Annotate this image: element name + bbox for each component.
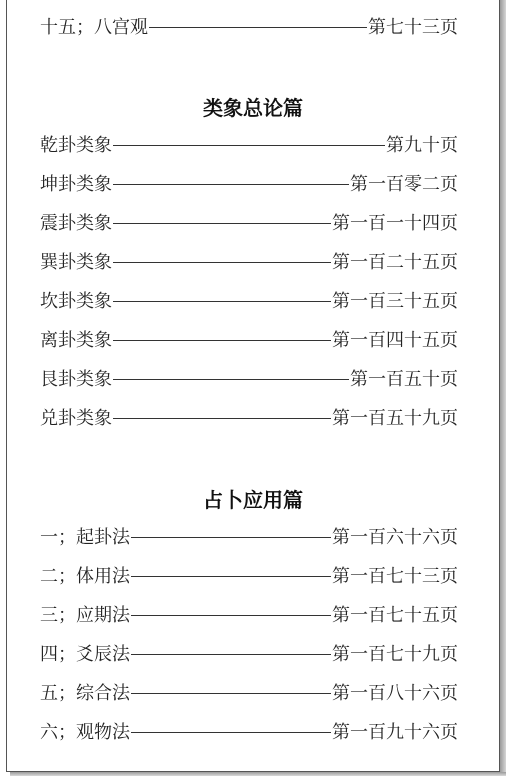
toc-entry-label: 三；应期法 [40,605,130,626]
toc-leader-line [113,223,331,224]
toc-entry [40,601,458,627]
toc-entry-label: 离卦类象 [40,330,112,351]
toc-entry-page: 第一百零二页 [350,174,458,195]
toc-leader-line [131,654,331,655]
toc-entry [40,248,458,274]
toc-entry-label: 乾卦类象 [40,135,112,156]
toc-entry [40,365,458,391]
toc-leader-line [131,537,331,538]
toc-entry-label: 一；起卦法 [40,527,130,548]
toc-entry-label: 五；综合法 [40,683,130,704]
toc-entry-label: 二；体用法 [40,566,130,587]
toc-entry-top [40,13,458,39]
toc-entry [40,326,458,352]
toc-leader-line [131,576,331,577]
toc-leader-line [131,615,331,616]
toc-entry-page: 第九十页 [386,135,458,156]
toc-entry-page: 第一百九十六页 [332,722,458,743]
toc-entry [40,640,458,666]
toc-leader-line [113,340,331,341]
toc-leader-line [113,301,331,302]
toc-entry [40,404,458,430]
toc-entry [40,131,458,157]
toc-entry-page: 第一百七十五页 [332,605,458,626]
toc-entry-page: 第一百三十五页 [332,291,458,312]
toc-entry-label: 艮卦类象 [40,369,112,390]
toc-leader-line [113,418,331,419]
toc-leader-line [149,27,367,28]
toc-leader-line [131,693,331,694]
toc-entry-page: 第一百八十六页 [332,683,458,704]
toc-entry-page: 第一百七十九页 [332,644,458,665]
section-heading-leixiang: 类象总论篇 [203,96,303,120]
toc-entry-label: 兑卦类象 [40,408,112,429]
toc-entry-page: 第一百五十九页 [332,408,458,429]
toc-entry [40,523,458,549]
toc-entry-label: 十五；八宫观 [40,17,148,38]
toc-entry-page: 第一百七十三页 [332,566,458,587]
toc-entry-label: 坎卦类象 [40,291,112,312]
toc-leader-line [131,732,331,733]
toc-entry-label: 坤卦类象 [40,174,112,195]
page-shadow-bottom [10,772,506,776]
toc-leader-line [113,262,331,263]
toc-entry [40,562,458,588]
toc-entry [40,209,458,235]
toc-entry [40,170,458,196]
toc-entry-page: 第七十三页 [368,17,458,38]
toc-leader-line [113,145,385,146]
toc-entry-page: 第一百五十页 [350,369,458,390]
toc-entry [40,679,458,705]
toc-entry-label: 巽卦类象 [40,252,112,273]
page-shadow-right [500,0,506,775]
toc-entry-page: 第一百四十五页 [332,330,458,351]
toc-entry-page: 第一百一十四页 [332,213,458,234]
toc-entry [40,287,458,313]
toc-entry-label: 六；观物法 [40,722,130,743]
toc-entry [40,718,458,744]
toc-entry-label: 震卦类象 [40,213,112,234]
toc-leader-line [113,379,349,380]
section-heading-zhanbu: 占卜应用篇 [203,488,303,512]
toc-entry-label: 四；爻辰法 [40,644,130,665]
toc-entry-page: 第一百六十六页 [332,527,458,548]
toc-entry-page: 第一百二十五页 [332,252,458,273]
toc-leader-line [113,184,349,185]
